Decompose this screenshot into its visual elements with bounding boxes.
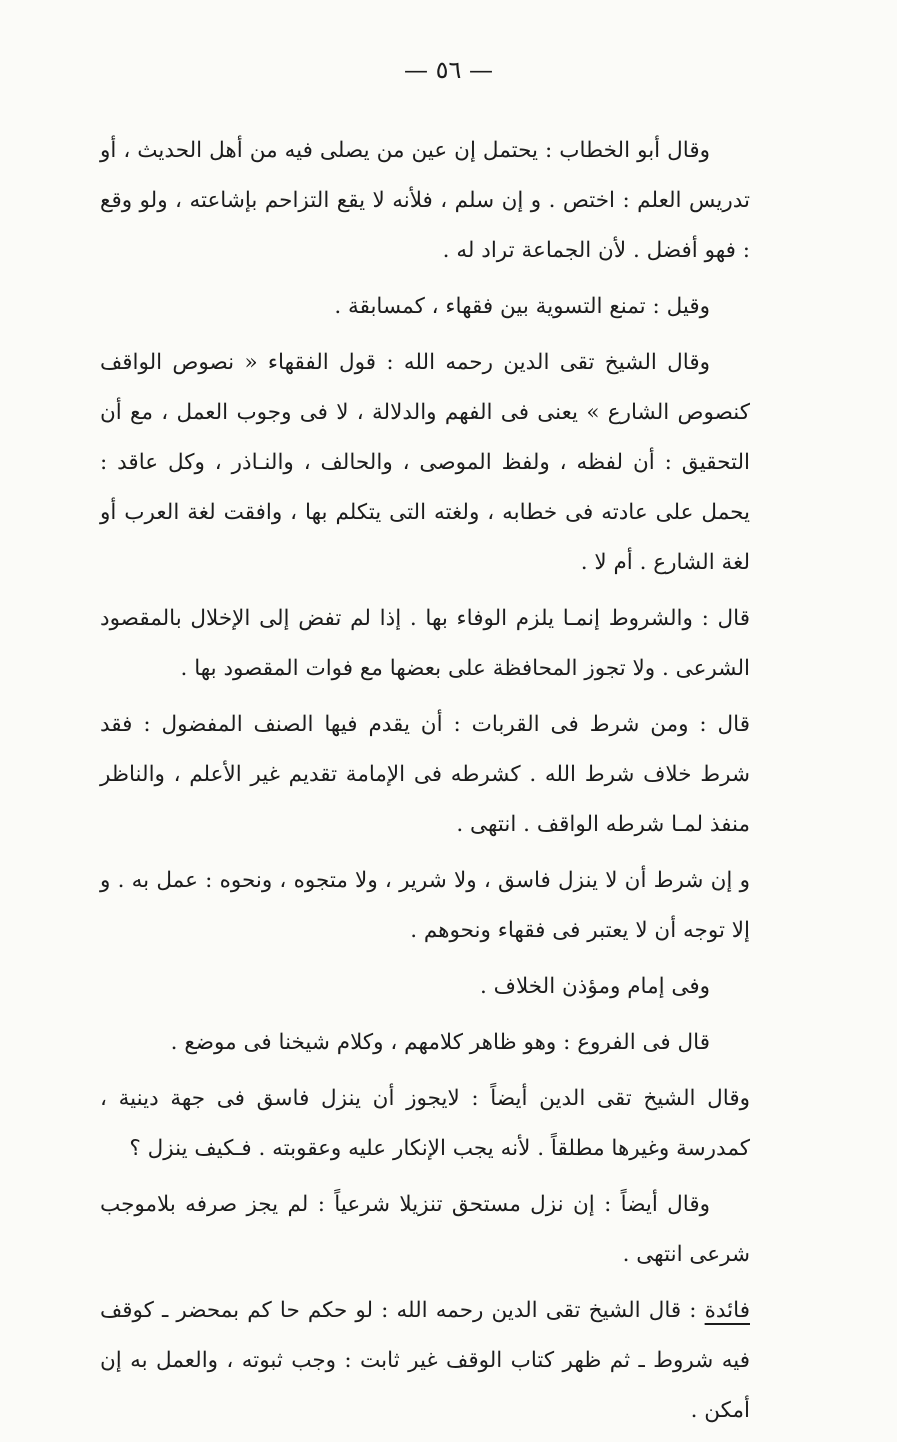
paragraph: وفى إمام ومؤذن الخلاف . — [480, 974, 710, 999]
body-text — [100, 126, 750, 1442]
paragraph: قال : ومن شرط فى القربات : أن يقدم فيها الصنف المفضول : فقد شرط خلاف شرط الله . كشرطه فى الإمامة تقديم غير الأعلم ، والناظر منفذ لمـا شرطه الواقف . انتهى . — [100, 712, 750, 837]
paragraph: وقيل : تمنع التسوية بين فقهاء ، كمسابقة . — [334, 294, 710, 319]
note-paragraph — [100, 1286, 750, 1436]
note-text: : قال الشيخ تقى الدين رحمه الله : لو حكم حا كم بمحضر ـ كوقف فيه شروط ـ ثم ظهر كتاب الوقف غير ثابت : وجب ثبوته ، والعمل به إن أمكن . — [100, 1298, 750, 1423]
paragraph: وقال أيضاً : إن نزل مستحق تنزيلا شرعياً : لم يجز صرفه بلاموجب شرعى انتهى . — [100, 1192, 750, 1267]
paragraph: وقال أبو الخطاب : يحتمل إن عين من يصلى فيه من أهل الحديث ، أو تدريس العلم : اختص . و إن سلم ، فلأنه لا يقع التزاحم بإشاعته ، ولو وقع : فهو أفضل . لأن الجماعة تراد له . — [100, 138, 750, 263]
paragraph: قال : والشروط إنمـا يلزم الوفاء بها . إذا لم تفض إلى الإخلال بالمقصود الشرعى . ولا تجوز المحافظة على بعضها مع فوات المقصود بها . — [100, 606, 750, 681]
paragraph: وقال الشيخ تقى الدين أيضاً : لايجوز أن ينزل فاسق فى جهة دينية ، كمدرسة وغيرها مطلقاً . لأنه يجب الإنكار عليه وعقوبته . فـكيف ينزل ؟ — [100, 1086, 750, 1161]
paragraph: وقال الشيخ تقى الدين رحمه الله : قول الفقهاء « نصوص الواقف كنصوص الشارع » يعنى فى الفهم والدلالة ، لا فى وجوب العمل ، مع أن التحقيق : أن لفظه ، ولفظ الموصى ، والحالف ، والنـاذر ، وكل عاقد : يحمل على عادته فى خطابه ، ولغته التى يتكلم بها ، وافقت لغة العرب أو لغة الشارع . أم لا . — [100, 350, 750, 575]
note-label: فائدة — [704, 1298, 750, 1323]
paragraph: قال فى الفروع : وهو ظاهر كلامهم ، وكلام شيخنا فى موضع . — [170, 1030, 710, 1055]
paragraph: و إن شرط أن لا ينزل فاسق ، ولا شرير ، ولا متجوه ، ونحوه : عمل به . و إلا توجه أن لا يعتبر فى فقهاء ونحوهم . — [100, 868, 750, 943]
page-number: — ٥٦ — — [403, 56, 494, 84]
